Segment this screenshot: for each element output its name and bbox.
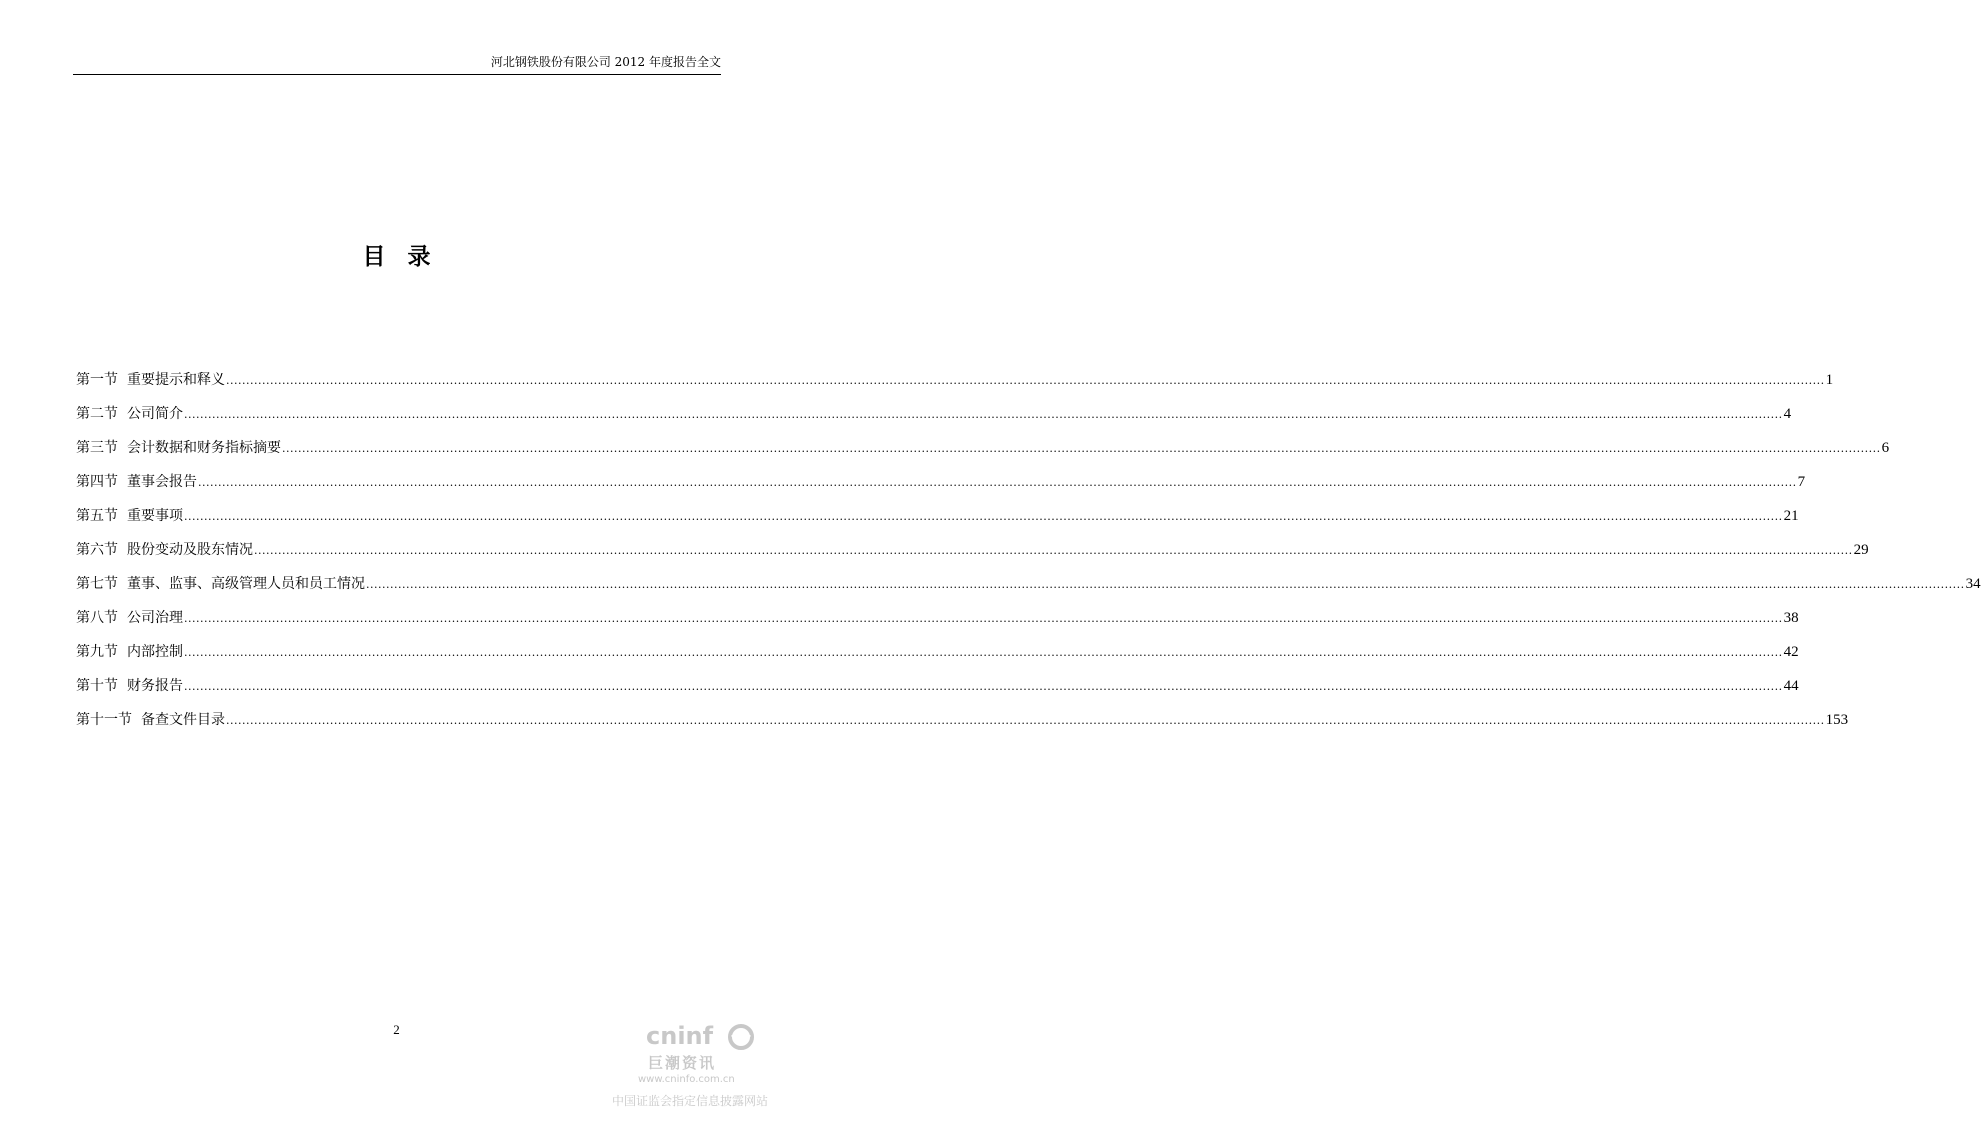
toc-leader: ................................................................................................................................................................................................................................................................................................................................................................................................................ bbox=[282, 442, 1881, 455]
toc-section: 第七节 bbox=[76, 576, 118, 592]
table-of-contents bbox=[76, 370, 1981, 744]
page-header bbox=[73, 54, 721, 75]
toc-title: 董事会报告 bbox=[127, 474, 197, 490]
toc-leader: ................................................................................................................................................................................................................................................................................................................................................................................................................ bbox=[184, 646, 1783, 659]
toc-leader: ................................................................................................................................................................................................................................................................................................................................................................................................................ bbox=[366, 578, 1965, 591]
toc-leader: ................................................................................................................................................................................................................................................................................................................................................................................................................ bbox=[184, 612, 1783, 625]
header-title: 河北钢铁股份有限公司 2012 年度报告全文 bbox=[490, 55, 721, 69]
toc-page-number: 44 bbox=[1783, 678, 1799, 694]
cninfo-swirl-icon bbox=[728, 1024, 754, 1050]
toc-leader: ................................................................................................................................................................................................................................................................................................................................................................................................................ bbox=[184, 680, 1783, 693]
toc-section: 第五节 bbox=[76, 508, 118, 524]
toc-page-number: 1 bbox=[1825, 372, 1834, 388]
page-title: 目录 bbox=[362, 243, 453, 270]
toc-title: 股份变动及股东情况 bbox=[127, 542, 253, 558]
toc-entry[interactable] bbox=[76, 574, 1981, 608]
toc-title: 财务报告 bbox=[127, 678, 183, 694]
toc-entry[interactable] bbox=[76, 608, 1799, 642]
toc-entry[interactable] bbox=[76, 506, 1799, 540]
toc-title: 公司治理 bbox=[127, 610, 183, 626]
toc-page-number: 29 bbox=[1853, 542, 1869, 558]
toc-entry[interactable] bbox=[76, 370, 1834, 404]
toc-page-number: 21 bbox=[1783, 508, 1799, 524]
cninfo-watermark bbox=[610, 1022, 790, 1114]
toc-entry[interactable] bbox=[76, 540, 1869, 574]
toc-leader: ................................................................................................................................................................................................................................................................................................................................................................................................................ bbox=[226, 374, 1825, 387]
toc-entry[interactable] bbox=[76, 676, 1799, 710]
toc-section: 第二节 bbox=[76, 406, 118, 422]
toc-entry[interactable] bbox=[76, 642, 1799, 676]
toc-entry[interactable] bbox=[76, 710, 1849, 744]
toc-section: 第十一节 bbox=[76, 712, 132, 728]
watermark-logo-text: cninf bbox=[646, 1022, 714, 1050]
toc-section: 第六节 bbox=[76, 542, 118, 558]
toc-title: 董事、监事、高级管理人员和员工情况 bbox=[127, 576, 365, 592]
toc-entry[interactable] bbox=[76, 472, 1806, 506]
toc-page-number: 6 bbox=[1881, 440, 1890, 456]
toc-entry[interactable] bbox=[76, 404, 1792, 438]
toc-leader: ................................................................................................................................................................................................................................................................................................................................................................................................................ bbox=[226, 714, 1825, 727]
page-number: 2 bbox=[393, 1022, 400, 1037]
toc-page-number: 38 bbox=[1783, 610, 1799, 626]
toc-section: 第八节 bbox=[76, 610, 118, 626]
watermark-brand: 巨潮资讯 bbox=[648, 1054, 717, 1072]
toc-page-number: 7 bbox=[1797, 474, 1806, 490]
toc-title: 重要事项 bbox=[127, 508, 183, 524]
toc-title: 重要提示和释义 bbox=[127, 372, 225, 388]
toc-page-number: 42 bbox=[1783, 644, 1799, 660]
toc-section: 第三节 bbox=[76, 440, 118, 456]
toc-leader: ................................................................................................................................................................................................................................................................................................................................................................................................................ bbox=[254, 544, 1853, 557]
toc-leader: ................................................................................................................................................................................................................................................................................................................................................................................................................ bbox=[198, 476, 1797, 489]
toc-page-number: 34 bbox=[1965, 576, 1981, 592]
toc-leader: ................................................................................................................................................................................................................................................................................................................................................................................................................ bbox=[184, 510, 1783, 523]
toc-title: 会计数据和财务指标摘要 bbox=[127, 440, 281, 456]
toc-section: 第一节 bbox=[76, 372, 118, 388]
watermark-url: www.cninfo.com.cn bbox=[638, 1074, 735, 1085]
toc-title: 公司简介 bbox=[127, 406, 183, 422]
toc-title: 备查文件目录 bbox=[141, 712, 225, 728]
toc-leader: ................................................................................................................................................................................................................................................................................................................................................................................................................ bbox=[184, 408, 1783, 421]
toc-page-number: 153 bbox=[1825, 712, 1849, 728]
toc-section: 第十节 bbox=[76, 678, 118, 694]
watermark-tagline: 中国证监会指定信息披露网站 bbox=[612, 1094, 769, 1108]
toc-section: 第九节 bbox=[76, 644, 118, 660]
toc-section: 第四节 bbox=[76, 474, 118, 490]
toc-page-number: 4 bbox=[1783, 406, 1792, 422]
toc-entry[interactable] bbox=[76, 438, 1890, 472]
toc-title: 内部控制 bbox=[127, 644, 183, 660]
